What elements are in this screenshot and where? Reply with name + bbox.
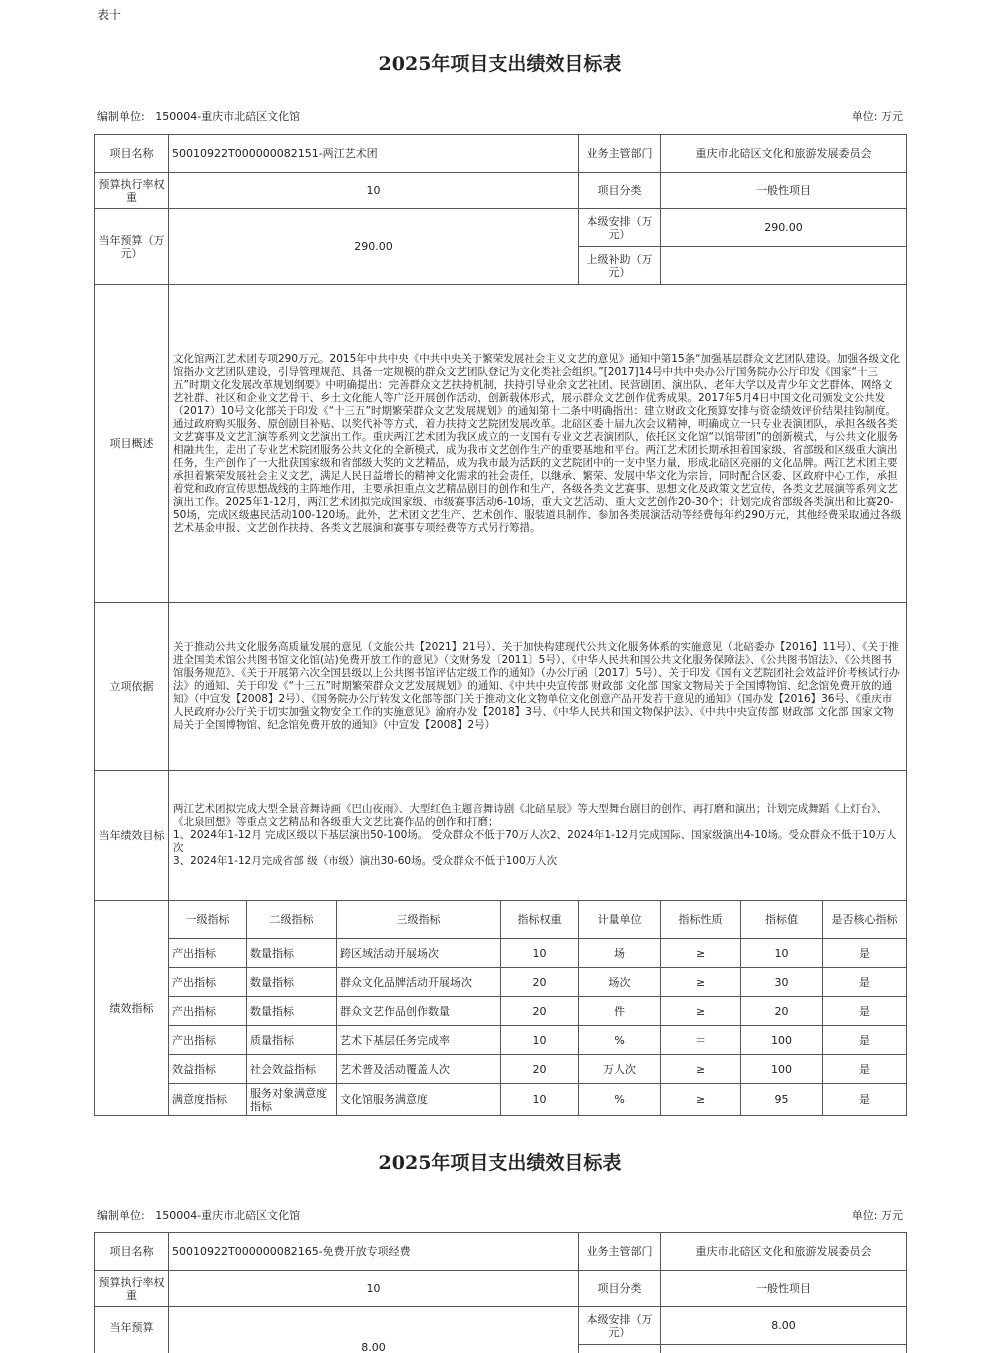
- cell-core: 是: [823, 1026, 907, 1055]
- cell-level2: 社会效益指标: [247, 1055, 337, 1084]
- doc-label: 表十: [97, 8, 122, 22]
- label-weight: 预算执行率权重: [95, 173, 169, 209]
- header-cell: 指标权重: [501, 901, 579, 939]
- cell-level2: 数量指标: [247, 939, 337, 968]
- performance-table-2: [94, 1232, 907, 1353]
- cell-unit: 件: [579, 997, 661, 1026]
- cell-unit: %: [579, 1084, 661, 1116]
- cell-unit: 万人次: [579, 1055, 661, 1084]
- currency-unit-2: 单位: 万元: [851, 1209, 903, 1222]
- cell-level3: 艺术普及活动覆盖人次: [337, 1055, 501, 1084]
- unit-line: [97, 108, 300, 124]
- cell-value: 100: [741, 1026, 823, 1055]
- cell-value: 10: [741, 939, 823, 968]
- currency-unit: 单位: 万元: [851, 110, 903, 123]
- cell-empty: [661, 1345, 907, 1353]
- unit-line-2: [97, 1207, 300, 1223]
- cell-unit: 场次: [579, 968, 661, 997]
- cell-level3: 文化馆服务满意度: [337, 1084, 501, 1116]
- weight-value: 10: [169, 173, 579, 209]
- cell-core: 是: [823, 1055, 907, 1084]
- cell-weight: 10: [501, 1084, 579, 1116]
- cell-core: 是: [823, 1084, 907, 1116]
- overview-text: 文化馆两江艺术团专项290万元。2015年中共中央《中共中央关于繁荣发展社会主义文艺的意见》通知中第15条“加强基层群众文艺团队建设。加强各级文化馆指办文艺团队建设，引导管理规范、具备一定规模的群众文艺团队登记为文化类社会组织。”[2017]14号中共中央办公厅国务院办公厅印发《国家“十三五”时期文化发展改革规划纲要》中明确提出：完善群众文艺扶持机制，扶持引导业余文艺社团、民营剧团、演出队、老年大学以及青少年文艺群体、网络文艺社群、社区和企业文艺骨干、乡土文化能人等广泛开展创作活动，创新载体形式，展示群众文艺创作优秀成果。2017年5月4日中国文化司颁发文公共发（2017）10号文化部关于印发《“十三五”时期繁荣群众文艺发展规划》的通知第十二条中明确指出：建立财政文化预算安排与资金绩效评价结果挂钩制度。通过政府购买服务、原创剧目补贴、以奖代补等方式，着力扶持文艺院团发展改革。北碚区委十届九次会议精神，明确成立一只专业表演团队，承担各级各类文艺赛事及文艺汇演等系列文艺演出工作。重庆两江艺术团为我区成立的一支国有专业文艺表演团队，依托区文化馆“以馆带团”的创新模式，与公共文化服务相融共生，走出了专业艺术院团服务公共文化的全新模式，成为我市文艺创作生产的重要基地和平台。两江艺术团长期承担着国家级、省部级和区级重大演出任务，生产创作了一大批获国家级和省部级大奖的文艺精品，成为我市最为活跃的文艺院团中的一支中坚力量，形成北碚区亮丽的文化品牌。两江艺术团主要承担着繁荣发展社会主义文艺，满足人民日益增长的精神文化需求的社会责任，以继承、繁荣、发展中华文化为宗旨，同时配合区委、区政府中心工作，承担着党和政府宣传思想战线的主阵地作用，主要承担重点文艺精品剧目的创作和生产，各级各类文艺赛事、思想文化及政策文艺宣传，各类文艺展演等系列文艺演出工作。2025年1-12月，两江艺术团拟完成国家级、市级赛事活动6-10场，重大文艺活动、重大文艺创作20-30个；计划完成省部级各类演出和比赛20-50场，完成区级惠民活动100-120场。此外，艺术团文艺生产、艺术创作、服装道具制作、参加各类展演活动等经费每年约290万元，其他经费采取通过各级艺术基金申报、文艺创作扶持、各类文艺展演和赛事专项经费等方式另行筹措。: [169, 285, 907, 603]
- goal-line: 1、2024年1-12月 完成区级以下基层演出50-100场。 受众群众不低于70万人次2、2024年1-12月完成国际、国家级演出4-10场。受众群众不低于10万人次: [173, 829, 897, 854]
- table-row: [95, 1084, 907, 1116]
- header-cell: 计量单位: [579, 901, 661, 939]
- unit-name: 150004-重庆市北碚区文化馆: [155, 110, 301, 123]
- label-dept: 业务主管部门: [579, 1233, 661, 1271]
- label-local: 本级安排（万元）: [579, 1307, 661, 1345]
- cell-level1: 满意度指标: [169, 1084, 247, 1116]
- label-project-name: 项目名称: [95, 1233, 169, 1271]
- cell-core: 是: [823, 939, 907, 968]
- label-indicators: 绩效指标: [95, 901, 169, 1116]
- cell-value: 95: [741, 1084, 823, 1116]
- performance-table: [94, 134, 907, 1116]
- cell-empty: [579, 1345, 661, 1353]
- header-cell: 一级指标: [169, 901, 247, 939]
- label-budget: 当年预算: [95, 1307, 169, 1353]
- cell-level2: 数量指标: [247, 968, 337, 997]
- goal-line: 两江艺术团拟完成大型全景音舞诗画《巴山夜雨》、大型红色主题音舞诗剧《北碚星辰》等大型舞台剧目的创作、再打磨和演出；计划完成舞蹈《上灯台》、《北泉回想》等重点文艺精品和各级重大文艺比赛作品的创作和打磨；: [173, 803, 887, 828]
- cell-nature: ≥: [661, 997, 741, 1026]
- cell-level3: 跨区域活动开展场次: [337, 939, 501, 968]
- cell-level1: 产出指标: [169, 939, 247, 968]
- cell-level1: 产出指标: [169, 1026, 247, 1055]
- label-local: 本级安排（万元）: [579, 209, 661, 247]
- category-value: 一般性项目: [661, 1271, 907, 1307]
- unit-prefix: 编制单位:: [97, 110, 145, 123]
- cell-nature: ≥: [661, 1055, 741, 1084]
- goal-line: 3、2024年1-12月完成省部 级（市级）演出30-60场。受众群众不低于100万人次: [173, 855, 558, 867]
- cell-unit: %: [579, 1026, 661, 1055]
- local-value: 8.00: [661, 1307, 907, 1345]
- label-budget: 当年预算（万元）: [95, 209, 169, 285]
- cell-core: 是: [823, 968, 907, 997]
- label-category: 项目分类: [579, 1271, 661, 1307]
- dept-value: 重庆市北碚区文化和旅游发展委员会: [661, 135, 907, 173]
- cell-value: 100: [741, 1055, 823, 1084]
- label-goal: 当年绩效目标: [95, 771, 169, 901]
- cell-weight: 10: [501, 1026, 579, 1055]
- header-cell: 二级指标: [247, 901, 337, 939]
- cell-level3: 群众文化品牌活动开展场次: [337, 968, 501, 997]
- label-weight: 预算执行率权重: [95, 1271, 169, 1307]
- budget-value: 290.00: [169, 209, 579, 285]
- local-value: 290.00: [661, 209, 907, 247]
- table-row: [95, 1026, 907, 1055]
- goal-text: [169, 771, 907, 901]
- header-cell: 指标性质: [661, 901, 741, 939]
- cell-level3: 群众文艺作品创作数量: [337, 997, 501, 1026]
- cell-nature: ≥: [661, 968, 741, 997]
- label-category: 项目分类: [579, 173, 661, 209]
- header-cell: 指标值: [741, 901, 823, 939]
- cell-nature: ≥: [661, 1084, 741, 1116]
- cell-weight: 10: [501, 939, 579, 968]
- cell-value: 20: [741, 997, 823, 1026]
- label-dept: 业务主管部门: [579, 135, 661, 173]
- basis-text: 关于推动公共文化服务高质量发展的意见（文旅公共【2021】21号）、关于加快构建现代公共文化服务体系的实施意见（北碚委办【2016】11号）、《关于推进全国美术馆公共图书馆文化馆(站)免费开放工作的意见》（文财务发〔2011〕5号）、《中华人民共和国公共文化服务保障法》、《公共图书馆法》、《公共图书馆服务规范》、《关于开展第六次全国县级以上公共图书馆评估定级工作的通知》（办公厅函〔2017〕5号）、关于印发《国有文艺院团社会效益评价考核试行办法》的通知、关于印发《“十三五”时期繁荣群众文艺发展规划》的通知、《中共中央宣传部 财政部 文化部 国家文物局关于全国博物馆、纪念馆免费开放的通知》（中宣发【2008】2号）、《国务院办公厅转发文化部等部门关于推动文化文物单位文化创意产品开发若干意见的通知》（国办发【2016】36号、《重庆市人民政府办公厅关于切实加强文物安全工作的实施意见》渝府办发【2018】3号、《中华人民共和国文物保护法》、《中共中央宣传部 财政部 文化部 国家文物局关于全国博物馆、纪念馆免费开放的通知》（中宣发【2008】2号）: [169, 603, 907, 771]
- cell-level3: 艺术下基层任务完成率: [337, 1026, 501, 1055]
- table-row: [95, 939, 907, 968]
- cell-weight: 20: [501, 997, 579, 1026]
- table-row: [95, 968, 907, 997]
- weight-value: 10: [169, 1271, 579, 1307]
- label-overview: 项目概述: [95, 285, 169, 603]
- cell-nature: ≥: [661, 939, 741, 968]
- budget-value: 8.00: [169, 1307, 579, 1353]
- cell-core: 是: [823, 997, 907, 1026]
- label-project-name: 项目名称: [95, 135, 169, 173]
- cell-weight: 20: [501, 1055, 579, 1084]
- cell-level2: 质量指标: [247, 1026, 337, 1055]
- cell-level1: 产出指标: [169, 968, 247, 997]
- header-cell: 三级指标: [337, 901, 501, 939]
- header-cell: 是否核心指标: [823, 901, 907, 939]
- project-name: 50010922T000000082151-两江艺术团: [169, 135, 579, 173]
- table-title-2: 2025年项目支出绩效目标表: [378, 1152, 622, 1174]
- table-row: [95, 997, 907, 1026]
- cell-value: 30: [741, 968, 823, 997]
- cell-level1: 效益指标: [169, 1055, 247, 1084]
- unit-prefix: 编制单位:: [97, 1209, 145, 1222]
- label-upper: 上级补助（万元）: [579, 247, 661, 285]
- cell-level2: 服务对象满意度指标: [247, 1084, 337, 1116]
- unit-name: 150004-重庆市北碚区文化馆: [155, 1209, 301, 1222]
- table-title: 2025年项目支出绩效目标表: [378, 53, 622, 75]
- table-row: [95, 1055, 907, 1084]
- indicator-header-row: [95, 901, 907, 939]
- label-basis: 立项依据: [95, 603, 169, 771]
- dept-value: 重庆市北碚区文化和旅游发展委员会: [661, 1233, 907, 1271]
- cell-weight: 20: [501, 968, 579, 997]
- project-name: 50010922T000000082165-免费开放专项经费: [169, 1233, 579, 1271]
- cell-level1: 产出指标: [169, 997, 247, 1026]
- cell-nature: ＝: [661, 1026, 741, 1055]
- category-value: 一般性项目: [661, 173, 907, 209]
- cell-level2: 数量指标: [247, 997, 337, 1026]
- cell-unit: 场: [579, 939, 661, 968]
- upper-value: [661, 247, 907, 285]
